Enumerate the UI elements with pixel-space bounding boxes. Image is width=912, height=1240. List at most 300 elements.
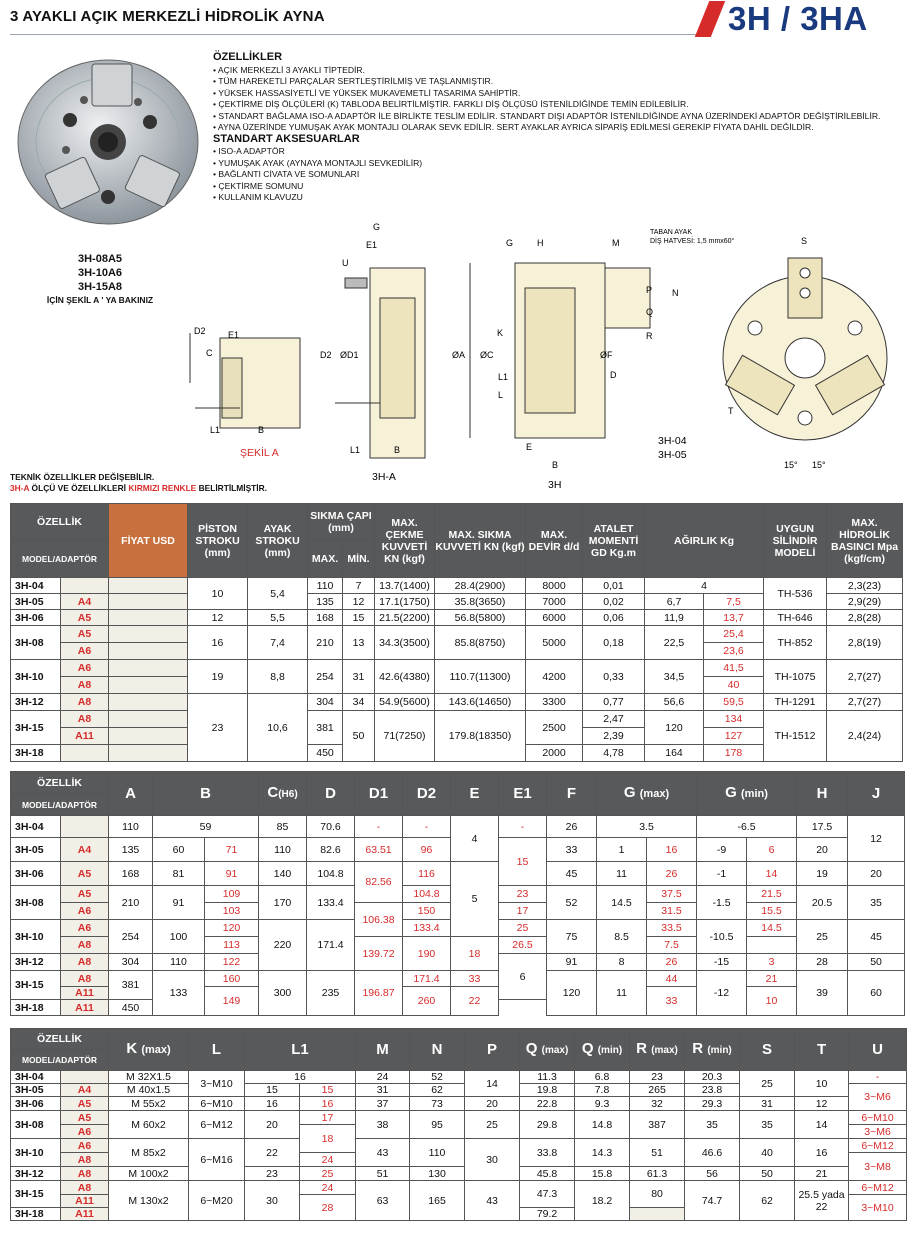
cell: 7.5	[647, 937, 697, 954]
cell: 8000	[526, 578, 583, 594]
cell: 110	[109, 816, 153, 838]
cell: 165	[410, 1181, 465, 1221]
adapter-cell: A8	[61, 971, 109, 987]
cell: 59,5	[704, 694, 764, 711]
cell: 28.4(2900)	[435, 578, 526, 594]
cell: 38	[356, 1111, 410, 1139]
th-qmin-sub: (min)	[597, 1044, 623, 1056]
dim-l1-c: L1	[498, 372, 509, 382]
th-gmax	[597, 772, 697, 816]
model-cell: 3H-10	[11, 660, 61, 694]
cell: 120	[645, 711, 704, 745]
dim-e1: E1	[228, 330, 240, 340]
cell: 33.8	[520, 1139, 575, 1167]
sekil-a-label: ŞEKİL A	[240, 447, 279, 459]
cell: 2,9(29)	[827, 594, 903, 610]
note-red-1: 3H-A	[10, 483, 30, 493]
model-cell: 3H-18	[11, 745, 61, 762]
cell: 26.5	[499, 937, 547, 954]
th-model: MODEL/ADAPTÖR	[11, 541, 109, 578]
cell: 23	[188, 694, 248, 762]
cell: 14.5	[747, 920, 797, 937]
cell: 43	[465, 1181, 520, 1221]
cell: 143.6(14650)	[435, 694, 526, 711]
cell: 18	[451, 937, 499, 971]
cell: 80	[630, 1181, 685, 1208]
cell: 15	[343, 610, 375, 626]
cell: 265	[630, 1084, 685, 1097]
cell: 20.3	[685, 1071, 740, 1084]
cell: 17.1(1750)	[375, 594, 435, 610]
cell: 22,5	[645, 626, 704, 660]
cell: 8,8	[248, 660, 308, 694]
cell: 20	[465, 1097, 520, 1111]
brand-label: 3H / 3HA	[728, 0, 868, 37]
cell: 35	[740, 1111, 795, 1139]
cell: 15.5	[747, 903, 797, 920]
h-a-drawing	[335, 268, 425, 458]
th-kmax-label: K	[126, 1040, 138, 1057]
cell: 6~M20	[189, 1181, 245, 1221]
page-title: 3 AYAKLI AÇIK MERKEZLİ HİDROLİK AYNA	[10, 8, 325, 25]
cell: 2,4(24)	[827, 711, 903, 762]
cell: 31	[356, 1084, 410, 1097]
cell: 304	[109, 954, 153, 971]
adapter-cell: A8	[61, 1153, 109, 1167]
h-a-label: 3H-A	[372, 471, 396, 483]
cell: 19	[188, 660, 248, 694]
adapter-cell: A11	[61, 1195, 109, 1208]
th-gmin-label: G	[725, 784, 737, 801]
cell: 32	[630, 1097, 685, 1111]
cell: 11	[597, 862, 647, 886]
cell: 31	[740, 1097, 795, 1111]
th-cekme: MAX. ÇEKME KUVVETİ KN (kgf)	[375, 504, 435, 578]
cell: TH-852	[764, 626, 827, 660]
spec-table-1	[10, 503, 903, 762]
cell: 47.3	[520, 1181, 575, 1208]
cell: 24	[300, 1153, 356, 1167]
cell: 13	[343, 626, 375, 660]
adapter-cell: A11	[61, 1000, 109, 1016]
cell: 3	[747, 954, 797, 971]
price-cell	[109, 660, 188, 677]
th-basinc: MAX. HİDROLİK BASINCI Mpa (kgf/cm)	[827, 504, 903, 578]
cell: 26	[547, 816, 597, 838]
cell: 50	[343, 711, 375, 762]
cell: -6.5	[697, 816, 797, 838]
adapter-cell: A8	[61, 1181, 109, 1195]
cell: 133.4	[307, 886, 355, 920]
th-e: E	[451, 772, 499, 816]
cell: 61.3	[630, 1167, 685, 1181]
cell: 1	[597, 838, 647, 862]
adapter-cell: A4	[61, 1084, 109, 1097]
th-rmin-label: R	[692, 1039, 704, 1057]
cell: 164	[645, 745, 704, 762]
cell: 3~M6	[849, 1084, 907, 1111]
cell: 51	[630, 1139, 685, 1167]
cell: 120	[547, 971, 597, 1016]
cell: 82.56	[355, 862, 403, 903]
cell: 25	[499, 920, 547, 937]
adapter-cell: A6	[61, 660, 109, 677]
cell: 0,33	[583, 660, 645, 694]
cell: 0,01	[583, 578, 645, 594]
cell: 16	[188, 626, 248, 660]
cell: 18.2	[575, 1181, 630, 1221]
th-gmax-sub: (max)	[639, 788, 670, 800]
cell: 10,6	[248, 694, 308, 762]
cell: 73	[410, 1097, 465, 1111]
th-rmin-sub: (min)	[707, 1044, 732, 1056]
dim-k: K	[497, 328, 504, 338]
cell: 6~M12	[849, 1181, 907, 1195]
accessory-item: • YUMUŞAK AYAK (AYNAYA MONTAJLI SEVKEDİLİR)	[213, 158, 903, 170]
cell: 196.87	[355, 971, 403, 1016]
cell: -9	[697, 838, 747, 862]
th-ozellik: ÖZELLİK	[11, 1029, 109, 1050]
cell: 82.6	[307, 838, 355, 862]
cell: 110.7(11300)	[435, 660, 526, 694]
dim-g: G	[373, 222, 381, 232]
adapter-cell: A5	[61, 1097, 109, 1111]
cell: 24	[300, 1181, 356, 1195]
th-f: F	[547, 772, 597, 816]
cell: 4	[451, 816, 499, 862]
dim-b-b: B	[394, 445, 401, 455]
model-cell: 3H-12	[11, 954, 61, 971]
cell: 28	[300, 1195, 356, 1221]
model-cell: 3H-06	[11, 1097, 61, 1111]
cell: 45	[547, 862, 597, 886]
th-qmin-label: Q	[581, 1039, 594, 1057]
cell: M 130x2	[109, 1181, 189, 1221]
th-c-label: C	[267, 783, 279, 801]
adapter-cell: A5	[61, 626, 109, 643]
angle-label-2: 15°	[812, 460, 826, 470]
side-model: 3H-08A5	[77, 253, 123, 265]
cell: M 100x2	[109, 1167, 189, 1181]
cell: 11.3	[520, 1071, 575, 1084]
cell: 150	[403, 903, 451, 920]
adapter-cell: A6	[61, 1139, 109, 1153]
model-cell: 3H-08	[11, 1111, 61, 1139]
dim-u: U	[342, 258, 349, 268]
price-cell	[109, 594, 188, 610]
cell: 21.5	[747, 886, 797, 903]
cell: 7,5	[704, 594, 764, 610]
cell: 18	[300, 1125, 356, 1153]
cell: 95	[410, 1111, 465, 1139]
cell: 134	[704, 711, 764, 728]
adapter-cell: A8	[61, 677, 109, 694]
th-min: MİN.	[343, 541, 375, 578]
cell: M 55x2	[109, 1097, 189, 1111]
th-price: FİYAT USD	[109, 504, 188, 578]
feature-item: • ÇEKTİRME DİŞ ÖLÇÜLERİ (K) TABLODA BELİRTİLMİŞTİR. FARKLI DİŞ ÖLÇÜSÜ İSTENİLDİĞİNDE TEMİN EDİLEBİLİR.	[213, 99, 903, 111]
cell: 15	[300, 1084, 356, 1097]
cell: -	[499, 816, 547, 838]
cell: 4	[645, 578, 764, 594]
th-e1: E1	[499, 772, 547, 816]
cell: 24	[356, 1071, 410, 1084]
cell: 5000	[526, 626, 583, 660]
cell: 450	[109, 1000, 153, 1016]
cell: 12	[848, 816, 905, 862]
cell: 14	[465, 1071, 520, 1097]
cell: 52	[547, 886, 597, 920]
th-rmin	[685, 1029, 740, 1071]
th-u: U	[849, 1029, 907, 1071]
cell: TH-1291	[764, 694, 827, 711]
cell: 387	[630, 1111, 685, 1139]
dim-q: Q	[646, 307, 654, 317]
cell: M 60x2	[109, 1111, 189, 1139]
adapter-cell: A8	[61, 694, 109, 711]
cell: 16	[300, 1097, 356, 1111]
cell: 71	[205, 838, 259, 862]
cell: 25.5 yada 22	[795, 1181, 849, 1221]
dim-d1: ØD1	[340, 350, 359, 360]
header-rule	[10, 34, 710, 35]
cell: 7.8	[575, 1084, 630, 1097]
cell: 0,02	[583, 594, 645, 610]
cell: 19.8	[520, 1084, 575, 1097]
cell: 171.4	[403, 971, 451, 987]
dim-m: M	[612, 238, 620, 248]
th-qmin	[575, 1029, 630, 1071]
cell: 6000	[526, 610, 583, 626]
cell: 178	[704, 745, 764, 762]
cell: 20	[797, 838, 848, 862]
cell: 30	[245, 1181, 300, 1221]
adapter-cell	[61, 816, 109, 838]
cell: 104.8	[307, 862, 355, 886]
accessory-item: • ÇEKTİRME SOMUNU	[213, 181, 903, 193]
cell: 190	[403, 937, 451, 971]
cell: 3~M8	[849, 1153, 907, 1181]
cell: 110	[308, 578, 343, 594]
model-cell: 3H-08	[11, 886, 61, 920]
front-model-2: 3H-05	[658, 449, 687, 461]
cell: 210	[308, 626, 343, 660]
adapter-cell: A5	[61, 1111, 109, 1125]
dim-g-c: G	[506, 238, 514, 248]
cell: 6,7	[645, 594, 704, 610]
model-cell: 3H-15	[11, 1181, 61, 1208]
cell: 34	[343, 694, 375, 711]
cell: 235	[307, 971, 355, 1016]
note-text-2: ÖLÇÜ VE ÖZELLİKLERİ	[29, 483, 129, 493]
cell: 23	[630, 1071, 685, 1084]
adapter-cell: A6	[61, 1125, 109, 1139]
cell: 254	[308, 660, 343, 694]
dim-h: H	[537, 238, 544, 248]
cell: 110	[153, 954, 205, 971]
cell: 60	[153, 838, 205, 862]
th-qmax-label: Q	[525, 1039, 538, 1057]
cell: 2,7(27)	[827, 694, 903, 711]
accessory-item: • ISO-A ADAPTÖR	[213, 146, 903, 158]
cell: 133.4	[403, 920, 451, 937]
price-cell	[109, 745, 188, 762]
cell: 23	[499, 886, 547, 903]
cell: 21.5(2200)	[375, 610, 435, 626]
cell: 23,6	[704, 643, 764, 660]
dim-s: S	[801, 236, 808, 246]
th-piston: PİSTON STROKU (mm)	[188, 504, 248, 578]
dim-t: T	[728, 406, 734, 416]
cell: 381	[308, 711, 343, 745]
cell: 60	[848, 971, 905, 1016]
cell: TH-646	[764, 610, 827, 626]
note-red-2: KIRMIZI RENKLE	[128, 483, 197, 493]
cell: 4,78	[583, 745, 645, 762]
dim-r: R	[646, 331, 653, 341]
adapter-cell: A6	[61, 920, 109, 937]
cell: 25	[465, 1111, 520, 1139]
cell: 34.3(3500)	[375, 626, 435, 660]
cell: 12	[188, 610, 248, 626]
cell: 0,18	[583, 626, 645, 660]
cell: 6~M10	[849, 1111, 907, 1125]
adapter-cell	[61, 578, 109, 594]
th-qmax	[520, 1029, 575, 1071]
cell: 28	[797, 954, 848, 971]
cell: 23	[245, 1167, 300, 1181]
cell: 17	[499, 903, 547, 920]
cell: 91	[205, 862, 259, 886]
cell: 91	[153, 886, 205, 920]
cell: 30	[465, 1139, 520, 1181]
cell: 25	[740, 1071, 795, 1097]
cell: 9.3	[575, 1097, 630, 1111]
cell: 33.5	[647, 920, 697, 937]
front-view-drawing	[723, 258, 887, 440]
adapter-cell: A11	[61, 987, 109, 1000]
cell: 106.38	[355, 903, 403, 937]
cell: 127	[704, 728, 764, 745]
cell: 109	[205, 886, 259, 903]
cell: 20.5	[797, 886, 848, 920]
adapter-cell: A8	[61, 1167, 109, 1181]
th-l: L	[189, 1029, 245, 1071]
cell: 85	[259, 816, 307, 838]
side-model: 3H-10A6	[77, 267, 123, 279]
cell: TH-1075	[764, 660, 827, 694]
cell: -1	[697, 862, 747, 886]
cell: -	[355, 816, 403, 838]
cell: 17	[300, 1111, 356, 1125]
cell: 3~M6	[849, 1125, 907, 1139]
adapter-cell: A8	[61, 711, 109, 728]
taban-label: TABAN AYAK	[650, 229, 693, 236]
cell: 14	[747, 862, 797, 886]
cell: 7000	[526, 594, 583, 610]
cell: 2,8(19)	[827, 626, 903, 660]
cell: 6~M12	[849, 1139, 907, 1153]
cell: 12	[343, 594, 375, 610]
cell: 20	[245, 1111, 300, 1139]
adapter-cell	[61, 1071, 109, 1084]
adapter-cell: A11	[61, 728, 109, 745]
cell: 6~M10	[189, 1097, 245, 1111]
price-cell	[109, 711, 188, 728]
cell: 56,6	[645, 694, 704, 711]
price-cell	[109, 694, 188, 711]
cell: 12	[795, 1097, 849, 1111]
th-kmax-sub: (max)	[141, 1044, 171, 1056]
th-devir: MAX. DEVİR d/d	[526, 504, 583, 578]
th-model: MODEL/ADAPTÖR	[11, 794, 109, 816]
th-gmax-label: G	[623, 784, 636, 801]
cell: 56	[685, 1167, 740, 1181]
notes	[10, 472, 267, 494]
th-ayak: AYAK STROKU (mm)	[248, 504, 308, 578]
cell: 20	[848, 862, 905, 886]
cell: 34,5	[645, 660, 704, 694]
cell: 23.8	[685, 1084, 740, 1097]
cell: 2,39	[583, 728, 645, 745]
cell: 39	[797, 971, 848, 1016]
model-cell: 3H-10	[11, 920, 61, 954]
h-label: 3H	[548, 479, 562, 491]
model-cell: 3H-05	[11, 838, 61, 862]
model-cell: 3H-06	[11, 862, 61, 886]
model-cell: 3H-05	[11, 594, 61, 610]
cell: 2,7(27)	[827, 660, 903, 694]
cell: 70.6	[307, 816, 355, 838]
cell: 0,77	[583, 694, 645, 711]
cell: 25	[797, 920, 848, 954]
note-text-3: BELİRTİLMİŞTİR.	[196, 483, 267, 493]
cell: 41,5	[704, 660, 764, 677]
th-c	[259, 772, 307, 816]
cell: 56.8(5800)	[435, 610, 526, 626]
cell: M 85x2	[109, 1139, 189, 1167]
cell: 2,47	[583, 711, 645, 728]
th-d1: D1	[355, 772, 403, 816]
dim-e: E	[526, 442, 533, 452]
cell: -12	[697, 971, 747, 1016]
cell: 21	[747, 971, 797, 987]
cell: 135	[308, 594, 343, 610]
cell: 63	[356, 1181, 410, 1221]
cell: -15	[697, 954, 747, 971]
model-cell: 3H-06	[11, 610, 61, 626]
th-m: M	[356, 1029, 410, 1071]
feature-item: • STANDART BAĞLAMA ISO-A ADAPTÖR İLE BİRLİKTE TESLİM EDİLİR. STANDART DIŞI ADAPTÖR İSTENİLDİĞİNDE AYNA ÜZERİNDEKİ ADAPTÖR DEĞİŞTİRİLEBİLİR.	[213, 111, 903, 123]
cell: 75	[547, 920, 597, 954]
adapter-cell: A6	[61, 643, 109, 660]
th-max: MAX.	[308, 541, 343, 578]
dim-e1-b: E1	[366, 240, 378, 250]
cell: 122	[205, 954, 259, 971]
cell: 8	[597, 954, 647, 971]
price-cell	[109, 578, 188, 594]
brand-slash-icon	[695, 1, 726, 37]
cell: 14	[795, 1111, 849, 1139]
cell: 210	[109, 886, 153, 920]
cell: 7	[343, 578, 375, 594]
cell: 31	[343, 660, 375, 694]
cell	[630, 1208, 685, 1221]
cell: 254	[109, 920, 153, 954]
adapter-cell: A5	[61, 862, 109, 886]
cell: 381	[109, 971, 153, 1000]
chuck-photo-icon	[10, 42, 206, 238]
